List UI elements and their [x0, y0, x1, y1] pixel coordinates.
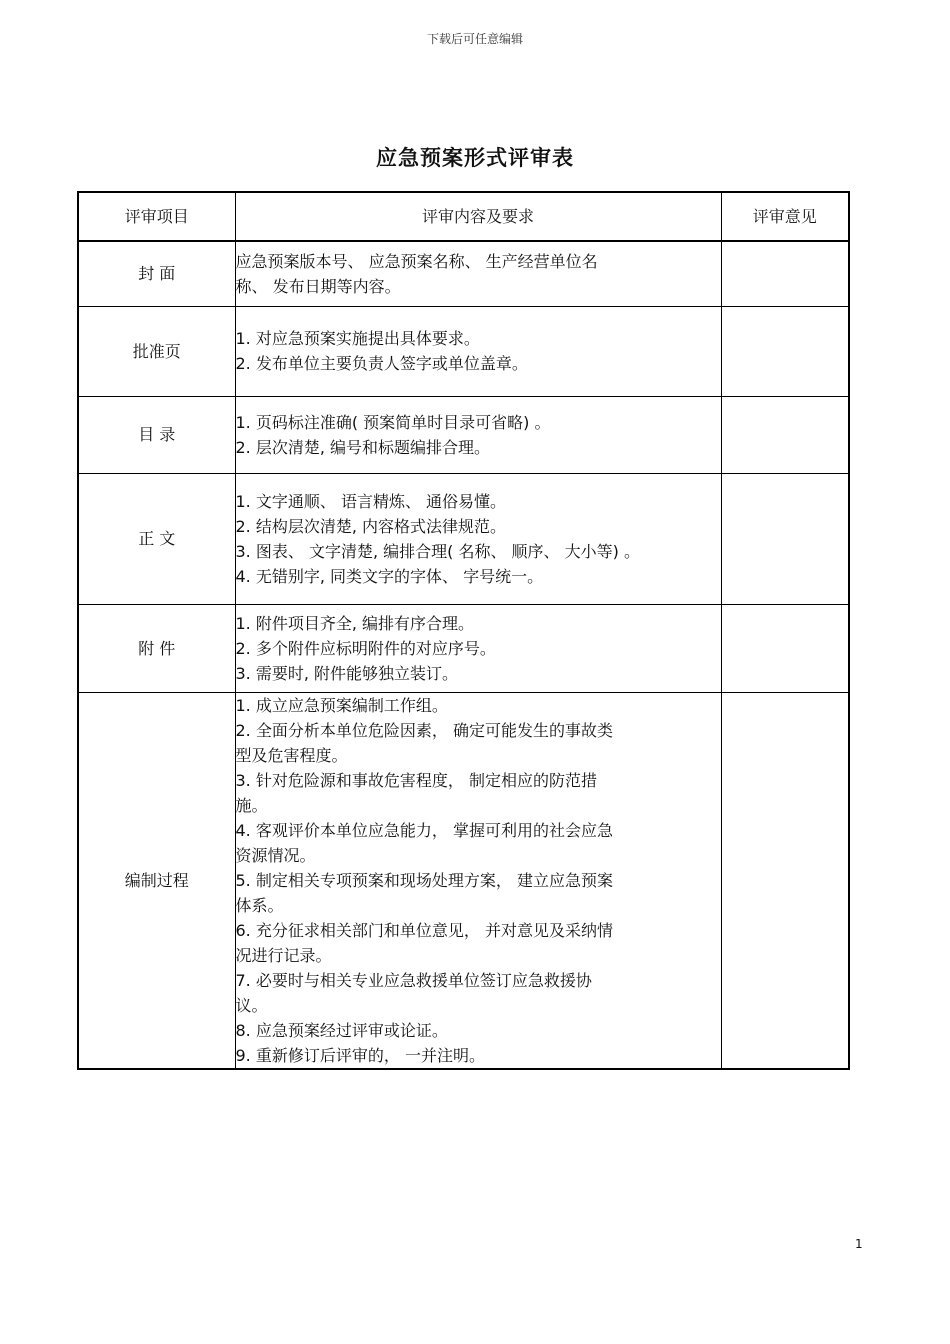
row-content	[235, 604, 721, 692]
content-line: 7. 必要时与相关专业应急救援单位签订应急救援协	[235, 970, 592, 990]
content-line: 3. 图表、 文字清楚, 编排合理( 名称、 顺序、 大小等) 。	[235, 541, 640, 561]
table-row-toc	[78, 396, 849, 473]
content-line: 9. 重新修订后评审的， 一并注明。	[235, 1045, 485, 1065]
table-row-attachments	[78, 604, 849, 692]
content-line: 1. 页码标注准确( 预案简单时目录可省略) 。	[235, 412, 551, 432]
column-header-opinion: 评审意见	[721, 192, 849, 241]
row-content	[235, 473, 721, 604]
content-line: 2. 发布单位主要负责人签字或单位盖章。	[235, 354, 528, 373]
content-line: 2. 结构层次清楚, 内容格式法律规范。	[235, 516, 507, 536]
content-line: 5. 制定相关专项预案和现场处理方案， 建立应急预案	[235, 870, 613, 890]
content-line: 4. 客观评价本单位应急能力， 掌握可利用的社会应急	[235, 820, 613, 840]
content-line: 型及危害程度。	[235, 745, 348, 765]
content-line: 1. 附件项目齐全, 编排有序合理。	[235, 613, 475, 633]
row-item-label: 目 录	[78, 396, 235, 473]
content-line: 称、 发布日期等内容。	[235, 276, 401, 296]
row-opinion-cell	[721, 241, 849, 306]
row-item-label: 编制过程	[78, 692, 235, 1069]
table-row-process	[78, 692, 849, 1069]
row-opinion-cell	[721, 692, 849, 1069]
table-row-approval	[78, 306, 849, 396]
row-opinion-cell	[721, 473, 849, 604]
content-line: 资源情况。	[235, 845, 316, 865]
content-line: 1. 成立应急预案编制工作组。	[235, 695, 448, 715]
column-header-content: 评审内容及要求	[235, 192, 721, 241]
content-line: 6. 充分征求相关部门和单位意见， 并对意见及采纳情	[235, 920, 613, 940]
column-header-item: 评审项目	[78, 192, 235, 241]
table-row-body	[78, 473, 849, 604]
page-number: 1	[855, 1237, 863, 1251]
content-line: 4. 无错别字, 同类文字的字体、 字号统一。	[235, 566, 544, 586]
content-line: 3. 针对危险源和事故危害程度， 制定相应的防范措	[235, 770, 597, 790]
row-item-label: 正 文	[78, 473, 235, 604]
row-opinion-cell	[721, 306, 849, 396]
content-line: 1. 文字通顺、 语言精炼、 通俗易懂。	[235, 491, 507, 511]
row-content	[235, 306, 721, 396]
row-opinion-cell	[721, 396, 849, 473]
table-row-cover	[78, 241, 849, 306]
row-content	[235, 692, 721, 1069]
content-line: 8. 应急预案经过评审或论证。	[235, 1020, 448, 1040]
content-line: 2. 全面分析本单位危险因素， 确定可能发生的事故类	[235, 720, 613, 740]
row-content	[235, 396, 721, 473]
document-title: 应急预案形式评审表	[376, 146, 574, 170]
table-header-row	[78, 192, 849, 241]
row-item-label: 封 面	[78, 241, 235, 306]
header-note: 下载后可任意编辑	[426, 32, 523, 46]
row-item-label: 批准页	[78, 306, 235, 396]
content-line: 3. 需要时, 附件能够独立装订。	[235, 663, 459, 683]
row-item-label: 附 件	[78, 604, 235, 692]
content-line: 应急预案版本号、 应急预案名称、 生产经营单位名	[235, 251, 598, 271]
content-line: 2. 多个附件应标明附件的对应序号。	[235, 638, 496, 658]
content-line: 2. 层次清楚, 编号和标题编排合理。	[235, 437, 491, 457]
content-line: 1. 对应急预案实施提出具体要求。	[235, 329, 480, 348]
row-content	[235, 241, 721, 306]
content-line: 施。	[235, 795, 268, 815]
content-line: 议。	[235, 995, 268, 1015]
content-line: 体系。	[235, 895, 284, 915]
row-opinion-cell	[721, 604, 849, 692]
review-table	[77, 191, 850, 1070]
content-line: 况进行记录。	[235, 945, 332, 965]
